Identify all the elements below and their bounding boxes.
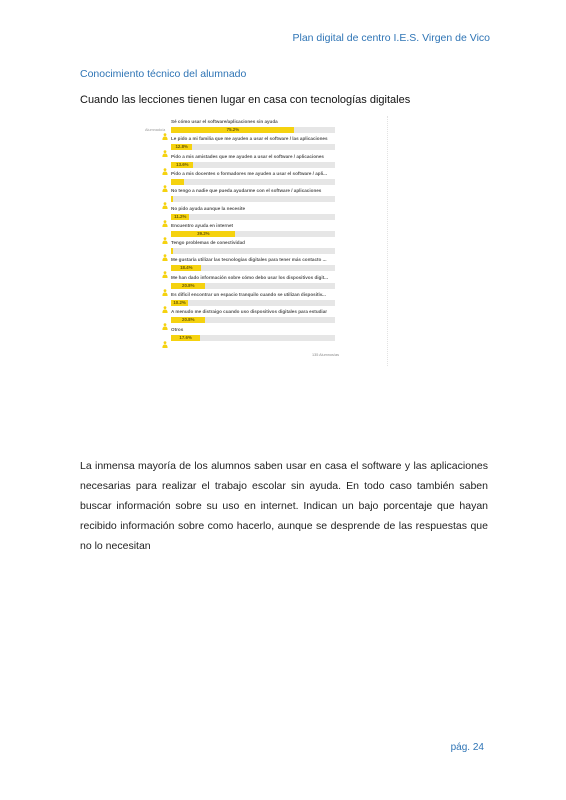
- chart-bar-track: [171, 144, 335, 150]
- chart-category-label: No tengo a nadie que pueda ayudarme con el software / aplicaciones: [171, 188, 322, 194]
- chart-item: [145, 257, 385, 276]
- chart-item: [145, 309, 385, 328]
- person-icon: [162, 144, 168, 151]
- chart-category-label: Me gustaría utilizar las tecnologías digitales para tener más contacto ...: [171, 257, 327, 263]
- chart-item: [145, 206, 385, 225]
- chart-bar: [171, 179, 184, 185]
- person-icon: [162, 162, 168, 169]
- chart-category-label: Pido a mis amistades que me ayuden a usar el software / aplicaciones: [171, 153, 324, 159]
- chart-value-label: 75.2%: [226, 127, 240, 132]
- person-icon: [162, 179, 168, 186]
- person-icon: [162, 231, 168, 238]
- chart-item: [145, 327, 385, 346]
- chart-category-label: Otros: [171, 326, 184, 332]
- chart-bar-track: [171, 317, 335, 323]
- document-header-title: Plan digital de centro I.E.S. Virgen de Vico: [292, 32, 490, 44]
- chart-value-label: 39.2%: [197, 230, 210, 236]
- chart-category-label: Es difícil encontrar un espacio tranquilo cuando se utilizan dispositiv...: [171, 292, 326, 297]
- chart-bar-track: [171, 265, 335, 271]
- chart-footnote: 135 Alumnos/as: [311, 353, 339, 357]
- chart-bar-track: [171, 300, 335, 306]
- page-number: pág. 24: [450, 742, 484, 753]
- chart-category-label: Tengo problemas de conectividad: [171, 240, 245, 246]
- chart-bar-track: [171, 127, 335, 133]
- chart-bar-track: [171, 283, 335, 289]
- chart-value-label: 18.4%: [180, 265, 193, 271]
- chart-bar-track: [171, 196, 335, 202]
- chart-item: [145, 188, 385, 207]
- person-icon: [162, 283, 168, 290]
- chart-bar: [171, 248, 173, 254]
- chart-bar-track: [171, 231, 335, 237]
- chart-bar-track: [171, 335, 335, 341]
- survey-bar-chart: [145, 116, 388, 366]
- chart-value-label: 20.8%: [182, 282, 195, 288]
- chart-category-label: A menudo me distraigo cuando uso dispositivos digitales para estudiar: [171, 309, 328, 315]
- chart-item: [145, 275, 385, 294]
- person-icon: [162, 300, 168, 307]
- chart-bar-track: [171, 162, 335, 168]
- person-icon: [162, 127, 168, 134]
- chart-bar-track: [171, 179, 335, 185]
- chart-item: [145, 119, 385, 138]
- chart-category-label: Pido a mis docentes o formadores me ayuden a usar el software / apli...: [171, 170, 327, 176]
- chart-item: [145, 154, 385, 173]
- body-paragraph: La inmensa mayoría de los alumnos saben usar en casa el software y las aplicaciones necesarias para realizar el trabajo escolar sin ayuda. En todo caso también saben buscar información sobre su uso en internet. Indican un bajo porcentaje que hayan recibido información sobre como hacerlo, aunque se desprende de las respuestas que no lo necesitan: [80, 460, 488, 552]
- chart-value-label: 11.2%: [174, 213, 187, 219]
- chart-item: [145, 171, 385, 190]
- chart-value-label: 17.6%: [179, 334, 192, 340]
- chart-value-label: 13.6%: [176, 161, 189, 167]
- chart-item: [145, 240, 385, 259]
- chart-category-label: Me han dado información sobre cómo debo usar los dispositivos digit...: [171, 274, 328, 280]
- chart-bar: [171, 196, 173, 202]
- chart-category-label: Le pido a mi familia que me ayuden a usar el software / las aplicaciones: [171, 136, 328, 142]
- respondents-tag: Alumnado/a: [145, 128, 166, 132]
- chart-value-label: 12.8%: [175, 144, 188, 150]
- chart-bar-track: [171, 248, 335, 254]
- chart-bar-track: [171, 214, 335, 220]
- person-icon: [162, 265, 168, 272]
- chart-category-label: Encuentro ayuda en internet: [171, 222, 234, 228]
- chart-item: [145, 292, 385, 311]
- person-icon: [162, 335, 168, 342]
- person-icon: [162, 214, 168, 221]
- chart-subtitle: Cuando las lecciones tienen lugar en casa con tecnologías digitales: [80, 94, 411, 106]
- person-icon: [162, 248, 168, 255]
- person-icon: [162, 196, 168, 203]
- chart-value-label: 20.8%: [182, 317, 195, 323]
- chart-category-label: Sé cómo usar el software/aplicaciones sin ayuda: [171, 119, 278, 124]
- person-icon: [162, 317, 168, 324]
- chart-item: [145, 136, 385, 155]
- section-title: Conocimiento técnico del alumnado: [80, 68, 247, 80]
- chart-category-label: No pido ayuda aunque la necesite: [171, 205, 246, 211]
- chart-value-label: 10.2%: [173, 300, 186, 305]
- chart-item: [145, 223, 385, 242]
